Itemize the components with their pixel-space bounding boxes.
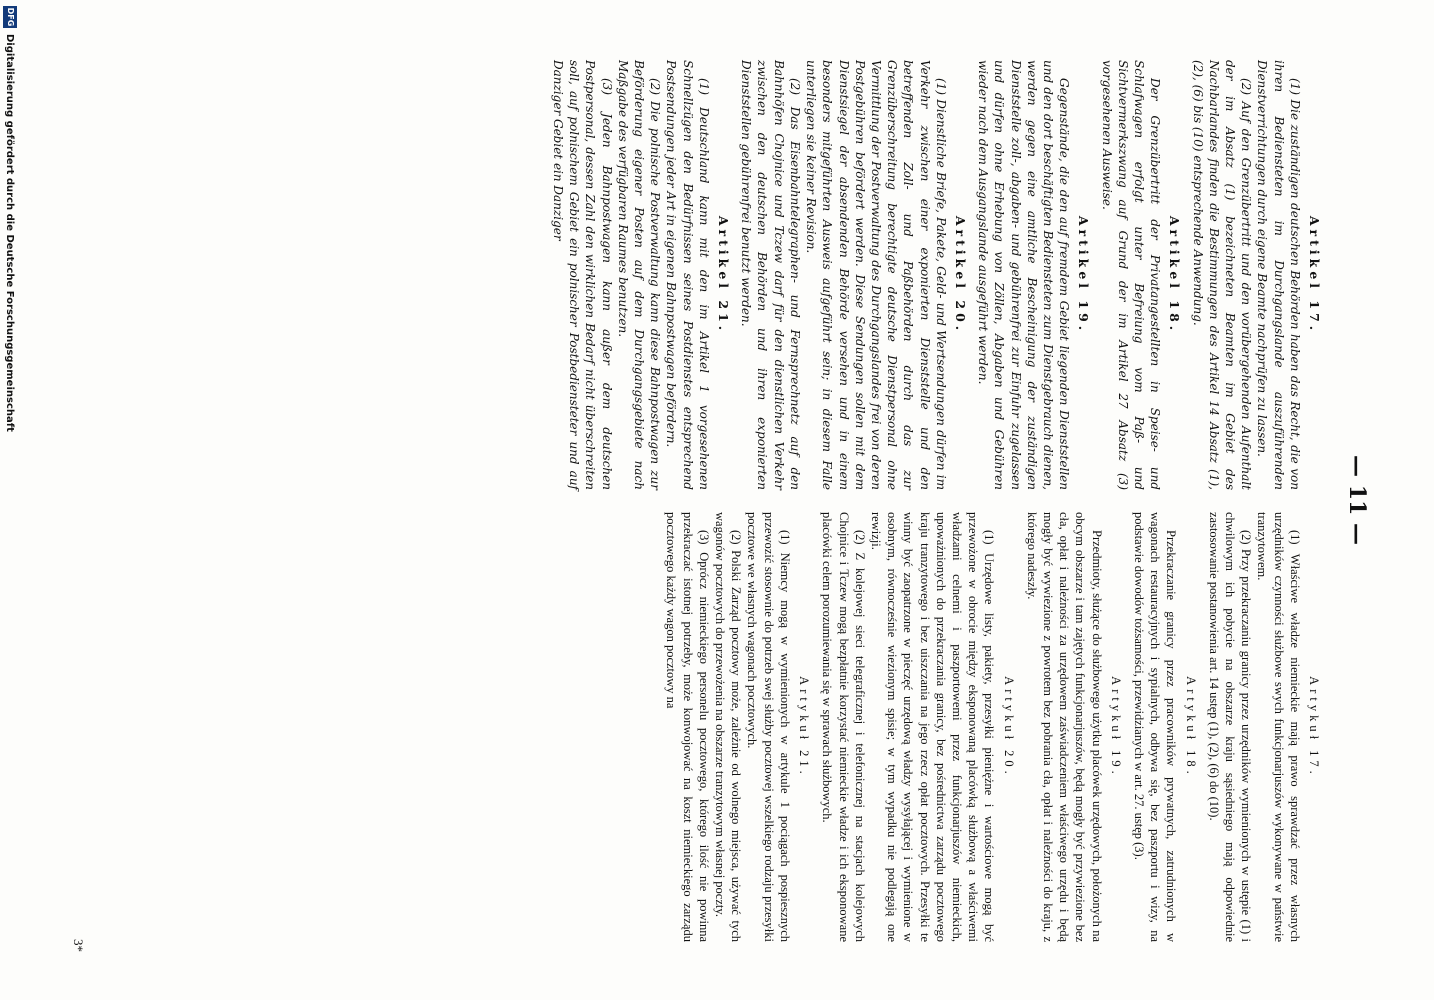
article-title: Artikel 19. <box>1076 215 1092 335</box>
article-title: Artykuł 19. <box>1108 676 1123 778</box>
german-article <box>550 60 731 490</box>
article-paragraph: (2) Auf den Grenzübertritt und den vorübergehenden Aufenthalt der im Absatz (1) bezeichneten Beamten im Gebiet des Nachbarlandes finden die Bestimmungen des Artikel 14 Absatz (1), (2), (6) bis (10) entsprechende Anwendung. <box>1190 60 1254 490</box>
article-title: Artikel 17. <box>1307 215 1322 335</box>
signature-mark: 3* <box>71 939 86 952</box>
article-paragraph: (2) Przy przekraczaniu granicy przez urzędników wymienionych w ustępie (1) i chwilowym ich pobycie na obszarze kraju sąsiedniego mają odpowiednie zastosowanie postanowienia art. 14 ustęp (1), (2), (6) do (10). <box>1206 512 1254 942</box>
article-title: Artikel 18. <box>1167 215 1183 335</box>
article-paragraph: (3) Jeden Bahnpostwagen kann außer dem deutschen Postpersonal, dessen Zahl den wirklichen Bedarf nicht überschreiten soll, auf polnischem Gebiet ein polnischer Postbediensteter und auf Danziger Gebiet ein Danziger <box>551 60 614 490</box>
article-paragraph: (2) Polski Zarząd pocztowy może, zależnie od wolnego miejsca, używać tych wagonów pocztowych do przewożenia na obszarze tranzytowym własnej poczty. <box>713 512 744 942</box>
article-paragraph: (2) Das Eisenbahntelegraphen- und Fernsprechnetz auf den Bahnhöfen Chojnice und Tczew darf für den dienstlichen Verkehr zwischen den deutschen Behörden und ihren exponierten Dienststellen gebührenfrei benutzt werden. <box>739 60 802 490</box>
polish-article <box>1206 512 1322 942</box>
article-paragraph: (1) Deutschland kann mit den im Artikel 1 vorgesehenen Schnellzügen den Bedürfnissen seines Postdienstes entsprechend Postsendungen jeder Art in eigenen Bahnpostwagen befördern. <box>664 60 711 490</box>
german-article <box>1098 60 1182 490</box>
article-paragraph: Przekraczanie granicy przez pracowników prywatnych, zatrudnionych w wagonach restauracyjnych i sypialnych, odbywa się, bez paszportu i wizy, na podstawie dowodów tożsamości, przewidzianych w art. 27. ustęp (3). <box>1131 512 1179 942</box>
polish-article <box>819 512 1016 942</box>
article-title: Artykuł 18. <box>1183 676 1198 778</box>
german-article <box>975 60 1091 490</box>
article-title: Artykuł 21. <box>797 676 812 778</box>
funding-text: Digitalisierung gefördert durch die Deutsche Forschungsgemeinschaft <box>4 34 16 432</box>
page-number: — 11 — <box>1344 455 1370 545</box>
polish-article <box>1024 512 1124 942</box>
article-paragraph: (1) Die zuständigen deutschen Behörden haben das Recht, die von ihren Bediensteten im Durchgangslande auszuführenden Dienstverrichtungen durch eigene Beamte nachprüfen zu lassen. <box>1255 60 1302 490</box>
article-title: Artykuł 17. <box>1307 676 1321 778</box>
article-paragraph: (2) Z kolejowej sieci telegraficznej i telefonicznej na stacjach kolejowych Chojnice i Tczew mogą bezpłatnie korzystać niemieckie władze i ich eksponowane placówki celem porozumiewania się w sprawach służbowych. <box>820 512 867 942</box>
article-paragraph: Przedmioty, służące do służbowego użytku placówek urzędowych, położonych na obcym obszarze i tam zajętych funkcjonarjuszów, będą mogły być przywiezione bez cła, opłat i należności za urzędowem zaświadczeniem właściwego urzędu i będą mogły być wywiezione z powrotem bez pobrania cła, opłat i należności do kraju, z którego nadeszły. <box>1024 512 1104 942</box>
article-paragraph: (1) Dienstliche Briefe, Pakete, Geld- und Wertsendungen dürfen im Verkehr zwischen einer exponierten Dienststelle und den betreffenden Zoll- und Paßbehörden durch das zur Grenzüberschreitung berechtigte deutsche Dienstpersonal ohne Vermittlung der Postverwaltung des Durchgangslandes frei von deren Postgebühren befördert werden. Diese Sendungen sollen mit dem Dienstsiegel der absendenden Behörde versehen und in einem besonders mitgeführten Ausweis aufgeführt sein; in diesem Falle unterliegen sie keiner Revision. <box>804 60 948 490</box>
polish-article <box>663 512 812 942</box>
polish-article <box>1131 512 1199 942</box>
polish-text-column <box>656 512 1322 942</box>
dfg-logo-icon: DFG <box>3 6 17 28</box>
article-title: Artykuł 20. <box>1001 676 1016 778</box>
article-paragraph: (1) Urzędowe listy, pakiety, przesyłki pieniężne i wartościowe mogą być przewożone w obrocie między eksponowaną placówką służbową a właściwemi władzami celnemi i paszportowemi przez funkcjonarjuszów niemieckich, upoważnionych do przekraczania granicy, bez pośrednictwa zarządu pocztowego kraju tranzytowego i bez uiszczania na jego rzecz opłat pocztowych. Przesyłki te winny być zaopatrzone w pieczęć urzędową władzy wysyłającej i wymienione w osobnym, równocześnie wiezionym spisie; w tym wypadku nie podlegają one rewizji. <box>868 512 997 942</box>
german-article <box>1189 60 1322 490</box>
german-text-column <box>543 60 1322 490</box>
funding-credit <box>0 0 20 1000</box>
article-paragraph: Der Grenzübertritt der Privatangestellten in Speise- und Schlafwagen erfolgt unter Befreiung vom Paß- und Sichtvermerkszwang auf Grund der im Artikel 27 Absatz (3) vorgesehenen Ausweise. <box>1099 60 1163 490</box>
article-paragraph: (2) Die polnische Postverwaltung kann diese Bahnpostwagen zur Beförderung eigener Posten auf dem Durchgangsgebiete nach Maßgabe des verfügbaren Raumes benutzen. <box>615 60 663 490</box>
article-paragraph: (3) Oprócz niemieckiego personelu pocztowego, którego ilość nie powinna przekraczać istotnej potrzeby, może konwojować na koszt niemieckiego zarządu pocztowego każdy wagon pocztowy na <box>664 512 711 942</box>
german-article <box>738 60 968 490</box>
article-paragraph: (1) Niemcy mogą w wymienionych w artykule 1 pociągach pospiesznych przewozić stosownie do potrzeb swej służby pocztowej wszelkiego rodzaju przesyłki pocztowe we własnych wagonach pocztowych. <box>745 512 792 942</box>
article-title: Artikel 20. <box>952 215 968 335</box>
article-paragraph: Gegenstände, die den auf fremdem Gebiet liegenden Dienststellen und den dort beschäftigten Bediensteten zum Dienstgebrauch dienen, werden gegen eine amtliche Bescheinigung der zuständigen Dienststelle zoll-, abgaben- und gebührenfrei zur Einfuhr zugelassen und dürfen ohne Erhebung von Zöllen, Abgaben und Gebühren wieder nach dem Ausgangslande ausgeführt werden. <box>976 60 1072 490</box>
article-title: Artikel 21. <box>716 215 732 335</box>
article-paragraph: (1) Właściwe władze niemieckie mają prawo sprawdzać przez własnych urzędników czynności służbowe swych funkcjonarjuszów wykonywane w państwie tranzytowem. <box>1255 512 1302 942</box>
